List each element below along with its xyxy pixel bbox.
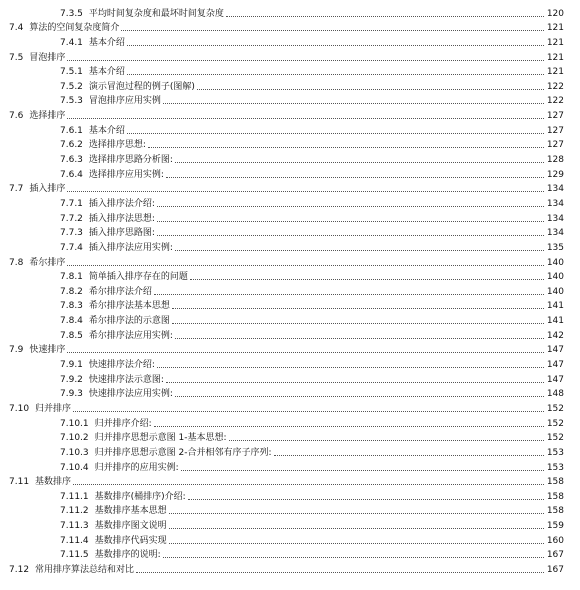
toc-entry-number: 7.11 [9, 477, 30, 488]
toc-subsection-entry[interactable] [0, 370, 580, 385]
toc-entry-number: 7.8.2 [60, 286, 83, 297]
toc-subsection-entry[interactable] [0, 502, 580, 517]
toc-subsection-entry[interactable] [0, 268, 580, 283]
toc-entry-title: 选择排序思想: [88, 140, 146, 151]
toc-dot-leader [172, 323, 544, 324]
toc-entry-title: 简单插入排序存在的问题 [88, 272, 188, 283]
toc-entry-title: 希尔排序法应用实例: [88, 330, 173, 341]
toc-page-number: 152 [546, 418, 564, 429]
toc-entry-number: 7.9 [9, 345, 24, 356]
toc-page-number: 127 [546, 125, 564, 136]
toc-page-number: 147 [546, 360, 564, 371]
toc-subsection-entry[interactable] [0, 92, 580, 107]
toc-section-entry[interactable] [0, 399, 580, 414]
toc-dot-leader [157, 235, 544, 236]
toc-dot-leader [157, 221, 544, 222]
toc-entry-title: 归并排序的应用实例: [94, 462, 179, 473]
toc-page-number: 140 [546, 257, 564, 268]
toc-entry-number: 7.3.5 [60, 8, 83, 19]
toc-entry-title: 冒泡排序应用实例 [88, 96, 161, 107]
toc-subsection-entry[interactable] [0, 224, 580, 239]
toc-entry-number: 7.5.1 [60, 67, 83, 78]
toc-subsection-entry[interactable] [0, 121, 580, 136]
toc-entry-title: 插入排序法介绍: [88, 198, 155, 209]
toc-subsection-entry[interactable] [0, 150, 580, 165]
toc-page-number: 158 [546, 506, 564, 517]
toc-page-number: 159 [546, 521, 564, 532]
toc-page-number: 153 [546, 447, 564, 458]
toc-entry-number: 7.11.2 [60, 506, 89, 517]
toc-entry-number: 7.11.3 [60, 521, 89, 532]
toc-subsection-entry[interactable] [0, 531, 580, 546]
toc-entry-number: 7.6.1 [60, 125, 83, 136]
toc-dot-leader [127, 45, 544, 46]
toc-subsection-entry[interactable] [0, 458, 580, 473]
toc-dot-leader [67, 60, 544, 61]
toc-entry-number: 7.11.1 [60, 491, 89, 502]
toc-page-number: 129 [546, 169, 564, 180]
toc-dot-leader [67, 118, 544, 119]
toc-entry-number: 7.8.5 [60, 330, 83, 341]
toc-section-entry[interactable] [0, 106, 580, 121]
toc-subsection-entry[interactable] [0, 516, 580, 531]
toc-dot-leader [169, 543, 544, 544]
toc-page-number: 147 [546, 345, 564, 356]
toc-entry-title: 基数排序的说明: [94, 550, 161, 561]
toc-entry-number: 7.11.5 [60, 550, 89, 561]
toc-entry-number: 7.10.2 [60, 433, 89, 444]
toc-section-entry[interactable] [0, 19, 580, 34]
toc-page-number: 152 [546, 403, 564, 414]
toc-entry-number: 7.12 [9, 564, 30, 575]
toc-entry-title: 插入排序法思想: [88, 213, 155, 224]
toc-entry-number: 7.6.3 [60, 155, 83, 166]
toc-entry-title: 希尔排序法的示意图 [88, 316, 170, 327]
toc-dot-leader [172, 308, 544, 309]
toc-dot-leader [166, 382, 544, 383]
toc-subsection-entry[interactable] [0, 136, 580, 151]
toc-entry-title: 基数排序代码实现 [94, 535, 167, 546]
toc-page-number: 140 [546, 286, 564, 297]
toc-dot-leader [163, 557, 544, 558]
toc-dot-leader [157, 206, 544, 207]
toc-dot-leader [157, 367, 544, 368]
toc-page-number: 121 [546, 23, 564, 34]
toc-page-number: 167 [546, 564, 564, 575]
toc-dot-leader [136, 572, 544, 573]
toc-dot-leader [166, 177, 544, 178]
toc-page-number: 127 [546, 111, 564, 122]
toc-page-number: 121 [546, 52, 564, 63]
toc-page-number: 121 [546, 37, 564, 48]
toc-dot-leader [73, 484, 544, 485]
toc-entry-number: 7.10 [9, 403, 30, 414]
toc-dot-leader [121, 30, 544, 31]
toc-entry-number: 7.8.1 [60, 272, 83, 283]
toc-entry-title: 选择排序 [29, 111, 66, 122]
toc-page-number: 153 [546, 462, 564, 473]
toc-page-number: 152 [546, 433, 564, 444]
toc-entry-number: 7.9.3 [60, 389, 83, 400]
toc-page-number: 141 [546, 301, 564, 312]
toc-page-number: 134 [546, 184, 564, 195]
toc-subsection-entry[interactable] [0, 282, 580, 297]
toc-entry-number: 7.6.4 [60, 169, 83, 180]
toc-page-number: 122 [546, 96, 564, 107]
toc-entry-title: 基数排序(桶排序)介绍: [94, 491, 186, 502]
toc-entry-title: 基本介绍 [88, 125, 125, 136]
toc-dot-leader [154, 426, 544, 427]
toc-entry-number: 7.6 [9, 111, 24, 122]
toc-entry-number: 7.9.1 [60, 360, 83, 371]
toc-entry-number: 7.7.1 [60, 198, 83, 209]
toc-entry-number: 7.7 [9, 184, 24, 195]
toc-section-entry[interactable] [0, 560, 580, 575]
toc-entry-title: 快速排序 [29, 345, 66, 356]
table-of-contents [0, 4, 580, 575]
toc-page-number: 158 [546, 477, 564, 488]
toc-page-number: 167 [546, 550, 564, 561]
toc-entry-title: 基本介绍 [88, 37, 125, 48]
toc-dot-leader [127, 74, 544, 75]
toc-page-number: 134 [546, 213, 564, 224]
toc-subsection-entry[interactable] [0, 311, 580, 326]
toc-page-number: 142 [546, 330, 564, 341]
toc-entry-title: 归并排序思想示意图 1-基本思想: [94, 433, 227, 444]
toc-entry-title: 基数排序图文说明 [94, 521, 167, 532]
toc-entry-title: 平均时间复杂度和最坏时间复杂度 [88, 8, 224, 19]
toc-section-entry[interactable] [0, 48, 580, 63]
toc-page-number: 134 [546, 198, 564, 209]
toc-subsection-entry[interactable] [0, 487, 580, 502]
toc-section-entry[interactable] [0, 180, 580, 195]
toc-entry-title: 希尔排序法基本思想 [88, 301, 170, 312]
toc-entry-title: 选择排序思路分析图: [88, 155, 173, 166]
toc-dot-leader [226, 16, 544, 17]
toc-entry-title: 快速排序法示意图: [88, 374, 164, 385]
toc-dot-leader [175, 162, 544, 163]
toc-page-number: 148 [546, 389, 564, 400]
toc-subsection-entry[interactable] [0, 546, 580, 561]
toc-subsection-entry[interactable] [0, 443, 580, 458]
toc-subsection-entry[interactable] [0, 429, 580, 444]
toc-dot-leader [169, 528, 544, 529]
toc-entry-number: 7.8 [9, 257, 24, 268]
toc-dot-leader [181, 470, 544, 471]
toc-entry-title: 算法的空间复杂度简介 [29, 23, 120, 34]
toc-subsection-entry[interactable] [0, 77, 580, 92]
toc-subsection-entry[interactable] [0, 63, 580, 78]
toc-dot-leader [127, 133, 544, 134]
toc-subsection-entry[interactable] [0, 385, 580, 400]
toc-page-number: 134 [546, 228, 564, 239]
toc-dot-leader [169, 513, 544, 514]
toc-page-number: 122 [546, 81, 564, 92]
toc-subsection-entry[interactable] [0, 414, 580, 429]
toc-dot-leader [229, 440, 544, 441]
toc-dot-leader [175, 250, 544, 251]
toc-entry-number: 7.4 [9, 23, 24, 34]
toc-section-entry[interactable] [0, 253, 580, 268]
toc-subsection-entry[interactable] [0, 297, 580, 312]
toc-dot-leader [175, 338, 544, 339]
toc-dot-leader [154, 294, 544, 295]
toc-dot-leader [197, 89, 544, 90]
toc-subsection-entry[interactable] [0, 165, 580, 180]
toc-dot-leader [188, 499, 544, 500]
toc-entry-title: 快速排序法应用实例: [88, 389, 173, 400]
toc-dot-leader [163, 103, 544, 104]
toc-entry-title: 演示冒泡过程的例子(图解) [88, 81, 195, 92]
toc-entry-title: 冒泡排序 [29, 52, 66, 63]
toc-entry-number: 7.5.2 [60, 81, 83, 92]
toc-subsection-entry[interactable] [0, 238, 580, 253]
toc-subsection-entry[interactable] [0, 326, 580, 341]
toc-entry-title: 归并排序 [35, 403, 72, 414]
toc-entry-title: 希尔排序 [29, 257, 66, 268]
toc-page-number: 120 [546, 8, 564, 19]
toc-page-number: 160 [546, 535, 564, 546]
toc-dot-leader [148, 147, 544, 148]
toc-dot-leader [67, 352, 544, 353]
toc-entry-title: 插入排序法应用实例: [88, 242, 173, 253]
toc-entry-number: 7.7.2 [60, 213, 83, 224]
toc-entry-number: 7.8.4 [60, 316, 83, 327]
toc-entry-number: 7.7.3 [60, 228, 83, 239]
toc-entry-title: 基数排序基本思想 [94, 506, 167, 517]
toc-subsection-entry[interactable] [0, 4, 580, 19]
toc-entry-title: 希尔排序法介绍 [88, 286, 152, 297]
toc-section-entry[interactable] [0, 341, 580, 356]
toc-dot-leader [274, 455, 544, 456]
toc-entry-title: 插入排序思路图: [88, 228, 155, 239]
toc-entry-number: 7.7.4 [60, 242, 83, 253]
toc-entry-title: 常用排序算法总结和对比 [35, 564, 135, 575]
toc-dot-leader [67, 265, 544, 266]
toc-entry-title: 基本介绍 [88, 67, 125, 78]
toc-dot-leader [67, 191, 544, 192]
toc-entry-number: 7.6.2 [60, 140, 83, 151]
toc-entry-number: 7.4.1 [60, 37, 83, 48]
toc-subsection-entry[interactable] [0, 194, 580, 209]
toc-entry-title: 基数排序 [35, 477, 72, 488]
toc-page-number: 121 [546, 67, 564, 78]
toc-subsection-entry[interactable] [0, 209, 580, 224]
toc-entry-title: 快速排序法介绍: [88, 360, 155, 371]
toc-entry-number: 7.5.3 [60, 96, 83, 107]
toc-entry-title: 选择排序应用实例: [88, 169, 164, 180]
toc-entry-number: 7.10.4 [60, 462, 89, 473]
toc-entry-number: 7.10.1 [60, 418, 89, 429]
toc-entry-title: 插入排序 [29, 184, 66, 195]
toc-page-number: 147 [546, 374, 564, 385]
toc-subsection-entry[interactable] [0, 355, 580, 370]
toc-dot-leader [73, 411, 544, 412]
toc-entry-number: 7.8.3 [60, 301, 83, 312]
toc-section-entry[interactable] [0, 473, 580, 488]
toc-subsection-entry[interactable] [0, 33, 580, 48]
toc-page-number: 135 [546, 242, 564, 253]
toc-page-number: 128 [546, 155, 564, 166]
toc-page-number: 127 [546, 140, 564, 151]
toc-page-number: 141 [546, 316, 564, 327]
toc-dot-leader [190, 279, 544, 280]
toc-page-number: 158 [546, 491, 564, 502]
toc-page-number: 140 [546, 272, 564, 283]
toc-entry-title: 归并排序思想示意图 2-合并相邻有序子序列: [94, 447, 272, 458]
toc-entry-number: 7.10.3 [60, 447, 89, 458]
toc-entry-number: 7.5 [9, 52, 24, 63]
toc-entry-number: 7.9.2 [60, 374, 83, 385]
toc-entry-title: 归并排序介绍: [94, 418, 152, 429]
toc-entry-number: 7.11.4 [60, 535, 89, 546]
toc-dot-leader [175, 396, 544, 397]
